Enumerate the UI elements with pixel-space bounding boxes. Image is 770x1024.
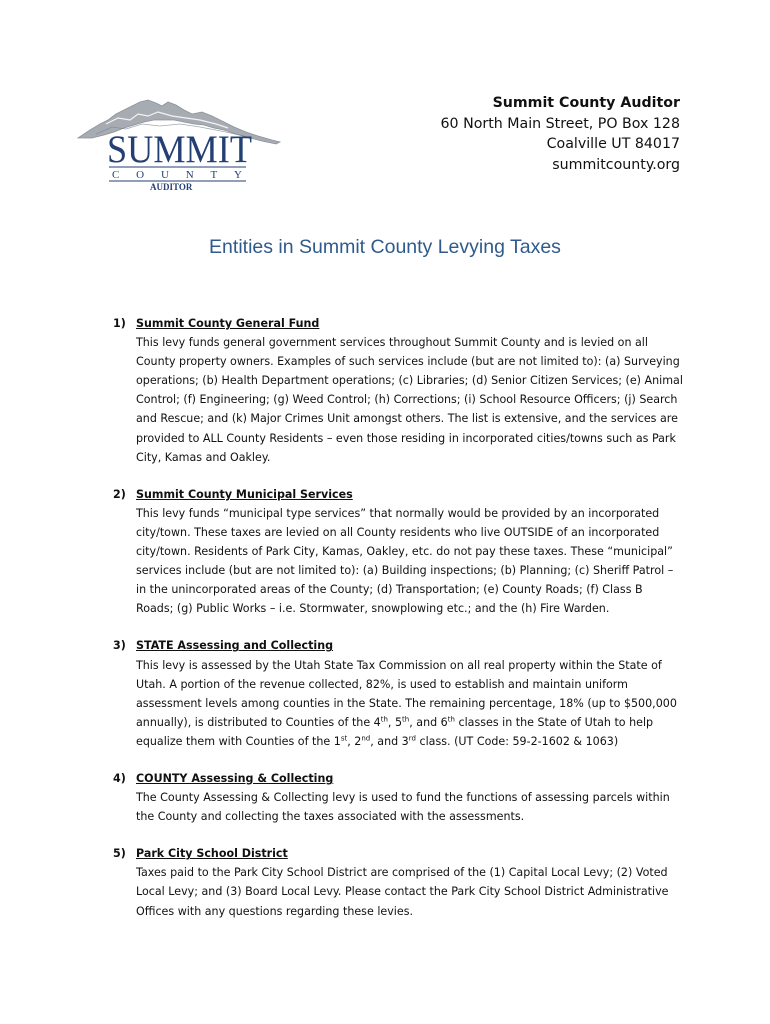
item-text: This levy is assessed by the Utah State Tax Commission on all real property within the State of Utah. A portion of the revenue collected, 82%, is used to establish and maintain uniform assessment levels among counties in the State. The remaining percentage, 18% (up to $500,000 annually), is distributed to Counties of the 4th, 5th, and 6th classes in the State of Utah to help equalize them with Counties of the 1st, 2nd, and 3rd class. (UT Code: 59-2-1602 & 1063) <box>136 658 677 748</box>
street-address: 60 North Main Street, PO Box 128 <box>440 115 680 132</box>
list-item <box>113 485 683 619</box>
item-heading: Summit County General Fund <box>136 317 320 330</box>
address-block <box>441 93 680 175</box>
item-text: This levy funds “municipal type services” that normally would be provided by an incorporated city/town. These taxes are levied on all County residents who live OUTSIDE of an incorporated city/town. Residents of Park City, Kamas, Oakley, etc. do not pay these taxes. These “municipal” services include (but are not limited to): (a) Building inspections; (b) Planning; (c) Sheriff Patrol – in the unincorporated areas of the County; (d) Transportation; (e) County Roads; (f) Class B Roads; (g) Public Works – i.e. Stormwater, snowplowing etc.; and the (h) Fire Warden. <box>136 506 674 616</box>
item-number: 4) <box>113 771 126 785</box>
item-text: Taxes paid to the Park City School District are comprised of the (1) Capital Local Levy; (2) Voted Local Levy; and (3) Board Local Levy. Please contact the Park City School District Administrative Offices with any questions regarding these levies. <box>136 866 669 918</box>
item-heading: COUNTY Assessing & Collecting <box>136 771 334 785</box>
item-heading: Park City School District <box>136 847 288 861</box>
item-text: This levy funds general government services throughout Summit County and is levied on all County property owners. Examples of such services include (but are not limited to): (a) Surveying operations; (b) Health Department operations; (c) Libraries; (d) Senior Citizen Services; (e) Animal Control; (f) Engineering; (g) Weed Control; (h) Corrections; (i) School Resource Officers; (j) Search and Rescue; and (k) Major Crimes Unit amongst others. The list is extensive, and the services are provided to ALL County Residents – even those residing in incorporated cities/towns such as Park City, Kamas and Oakley. <box>136 336 683 464</box>
list-item <box>113 769 683 826</box>
page-title: Entities in Summit County Levying Taxes <box>209 236 561 258</box>
item-number: 5) <box>113 847 126 861</box>
svg-text:COUNTY: COUNTY <box>112 169 242 181</box>
list-item <box>113 314 683 467</box>
item-number: 1) <box>113 317 126 330</box>
item-number: 2) <box>113 487 126 501</box>
summit-county-auditor-logo <box>76 94 286 194</box>
logo-initial-s: SUMMIT <box>107 128 253 171</box>
list-item <box>113 844 683 920</box>
item-text: The County Assessing & Collecting levy is used to fund the functions of assessing parcels within the County and collecting the taxes associated with the assessments. <box>136 791 670 824</box>
svg-text:AUDITOR: AUDITOR <box>150 182 193 192</box>
entities-list <box>113 314 683 939</box>
item-heading: Summit County Municipal Services <box>136 487 353 501</box>
city-state-zip: Coalville UT 84017 <box>546 136 680 153</box>
item-number: 3) <box>113 639 126 653</box>
list-item <box>113 636 683 751</box>
website: summitcounty.org <box>552 156 680 173</box>
item-heading: STATE Assessing and Collecting <box>136 639 334 653</box>
org-name: Summit County Auditor <box>492 95 680 111</box>
mountain-logo-icon <box>76 94 286 194</box>
